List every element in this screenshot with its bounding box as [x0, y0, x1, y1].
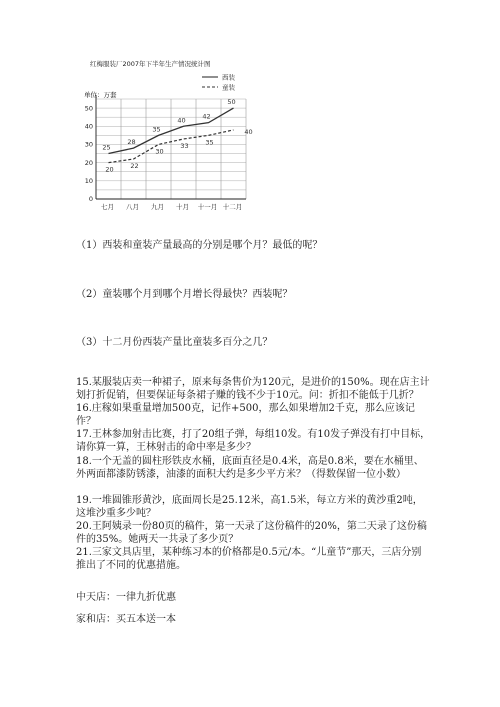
value-label: 35: [205, 138, 214, 147]
value-label: 22: [130, 162, 139, 170]
x-tick-label: 七月: [101, 203, 114, 211]
legend-label: 童装: [222, 83, 235, 92]
value-label: 25: [102, 143, 111, 152]
x-tick-label: 十月: [176, 203, 189, 211]
x-tick-label: 八月: [126, 203, 139, 211]
shop-jiahe: 家和店：买五本送一本: [76, 614, 176, 625]
question-1: （1）西装和童装产量最高的分别是哪个月？最低的呢？: [76, 240, 323, 251]
value-label: 33: [180, 142, 189, 150]
value-label: 35: [152, 125, 161, 134]
y-tick-label: 30: [84, 140, 93, 149]
value-label: 40: [244, 127, 253, 136]
legend-label: 西装: [222, 73, 235, 82]
legend: [202, 72, 236, 91]
problem-20: 20.王阿姨录一份80页的稿件，第一天录了这份稿件的20%，第二天录了这份稿件的35%。她两天一共录了多少页？: [76, 521, 427, 545]
problem-15: 15.某服装店卖一种裙子，原来每条售价为120元，是进价的150%。现在店主计划打折促销，但要保证每条裙子赚的钱不少于10元。问：折扣不能低于几折？: [76, 377, 430, 401]
value-label: 40: [177, 116, 186, 125]
y-tick-label: 20: [84, 158, 93, 167]
problem-16: 16.庄稼如果重量增加500克，记作+500，那么如果增加2千克，那么应该记作？: [76, 403, 415, 427]
y-tick-labels: [85, 104, 93, 203]
value-label: 30: [155, 147, 164, 156]
shop-zhongtian: 中天店：一律九折优惠: [76, 592, 176, 603]
x-tick-label: 九月: [151, 203, 164, 211]
question-3: （3）十二月份西装产量比童装多百分之几？: [76, 337, 273, 348]
chart-title: 红梅服装厂2007年下半年生产情况统计图: [90, 60, 211, 68]
problem-17: 17.王林参加射击比赛，打了20组子弹，每组10发。有10发子弹没有打中目标，请你算一算，王林射击的命中率是多少？: [76, 429, 431, 453]
value-label: 20: [105, 165, 114, 174]
value-label: 42: [202, 112, 211, 121]
problem-18: 18.一个无盖的圆柱形铁皮水桶，底面直径是0.4米，高是0.8米，要在水桶里、外两面都漆防锈漆，油漆的面积大约是多少平方米？（得数保留一位小数）: [76, 456, 424, 480]
problem-21: 21.三家文具店里，某种练习本的价格都是0.5元/本。“儿童节”那天，三店分别推出了不同的优惠措施。: [76, 547, 422, 571]
value-label: 50: [227, 98, 236, 107]
unit-label: 单位：万套: [84, 91, 117, 99]
value-label: 28: [127, 138, 136, 147]
question-2: （2）童装哪个月到哪个月增长得最快？西装呢？: [76, 289, 293, 300]
problem-19: 19.一堆圆锥形黄沙，底面周长是25.12米，高1.5米，每立方米的黄沙重2吨，这堆沙重多少吨？: [76, 495, 423, 519]
x-tick-labels: [101, 202, 242, 211]
y-tick-label: 10: [84, 177, 93, 186]
x-tick-label: 十二月: [222, 203, 243, 211]
y-tick-label: 0: [88, 195, 93, 204]
x-tick-label: 十一月: [197, 203, 218, 211]
y-tick-label: 40: [84, 122, 93, 131]
y-tick-label: 50: [84, 104, 93, 113]
line-chart: [60, 52, 260, 222]
